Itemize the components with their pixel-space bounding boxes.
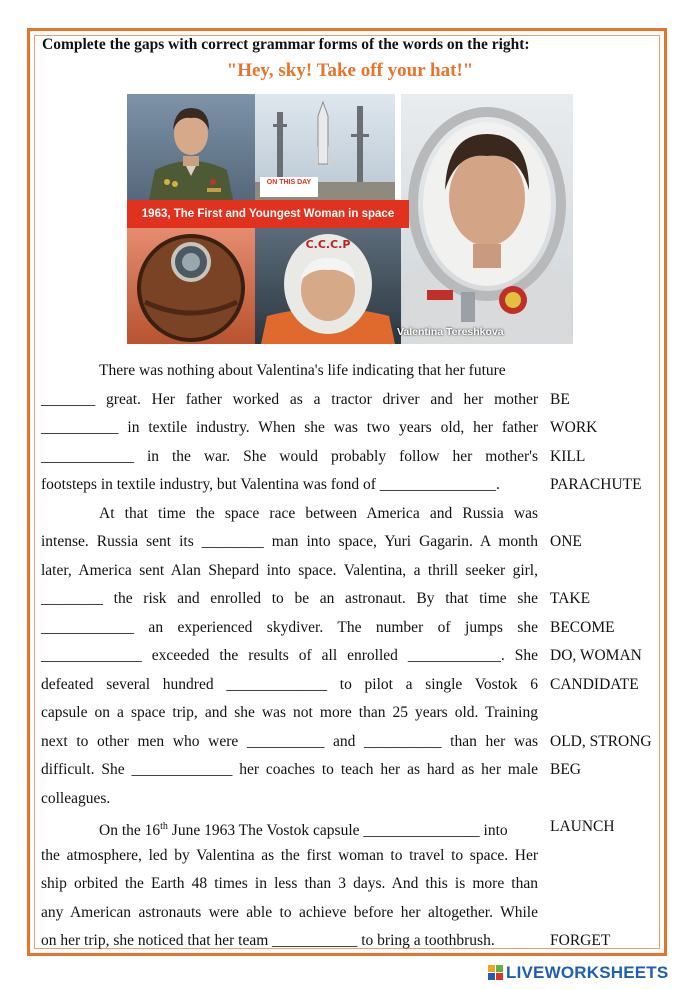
text-line: intense. Russia sent its ________ man into space, Yuri Gagarin. A month xyxy=(41,533,538,550)
text-line: later, America sent Alan Shepard into space. Valentina, a thrill seeker girl, xyxy=(41,562,538,579)
text-line: There was nothing about Valentina's life indicating that her future xyxy=(99,362,506,379)
liveworksheets-logo[interactable] xyxy=(488,963,668,983)
text-line: colleagues. xyxy=(41,790,111,807)
text-line: ____________ an experienced skydiver. The number of jumps she xyxy=(41,619,538,636)
date-suffix: th xyxy=(160,821,168,832)
photo-banner: 1963, The First and Youngest Woman in space xyxy=(127,200,409,228)
word-cue: TAKE xyxy=(550,590,591,607)
photo-uniform-portrait xyxy=(127,94,255,200)
image-collage xyxy=(127,94,573,344)
helmet-portrait-drawing xyxy=(401,94,573,344)
photo-cccp-helmet xyxy=(255,228,401,344)
word-cue: OLD, STRONG xyxy=(550,733,652,750)
text-line: on her trip, she noticed that her team ___________ to bring a toothbrush. xyxy=(41,932,495,949)
text-line: footsteps in textile industry, but Valentina was fond of _______________. xyxy=(41,476,500,493)
text-line: next to other men who were __________ and __________ than her was xyxy=(41,733,538,750)
word-cue: BEG xyxy=(550,761,581,778)
photo-name-caption: Valentina Tereshkova xyxy=(397,326,504,338)
text-line: the atmosphere, led by Valentina as the first woman to travel to space. Her xyxy=(41,847,538,864)
text-line: _______ great. Her father worked as a tractor driver and her mother xyxy=(41,391,538,408)
on-this-day-label: ON THIS DAY xyxy=(260,177,318,197)
date-rest: June 1963 The Vostok capsule _______________ into xyxy=(167,822,508,840)
text-line: At that time the space race between America and Russia was xyxy=(99,505,538,522)
word-cue: DO, WOMAN xyxy=(550,647,642,664)
capsule-drawing xyxy=(127,228,255,344)
liveworksheets-logo-text: LIVEWORKSHEETS xyxy=(506,963,669,982)
photo-helmet-portrait xyxy=(401,94,573,344)
word-cue: WORK xyxy=(550,419,598,436)
text-line: capsule on a space trip, and she was not more than 25 years old. Training xyxy=(41,704,538,721)
word-cue: LAUNCH xyxy=(550,818,615,835)
word-cue: BECOME xyxy=(550,619,615,636)
date-text: On the 16 xyxy=(99,822,161,840)
text-line: _____________ exceeded the results of all enrolled ____________. She xyxy=(41,647,538,664)
text-line: difficult. She _____________ her coaches to teach her as hard as her male xyxy=(41,761,538,778)
text-line: defeated several hundred _____________ to pilot a single Vostok 6 xyxy=(41,676,538,693)
text-line: any American astronauts were able to achieve before her altogether. While xyxy=(41,904,538,921)
text-line-date xyxy=(41,817,596,841)
photo-capsule xyxy=(127,228,255,344)
svg-text:C.C.C.P: C.C.C.P xyxy=(305,238,351,251)
word-cue: FORGET xyxy=(550,932,611,949)
word-cue: BE xyxy=(550,391,570,408)
liveworksheets-logo-icon xyxy=(488,965,504,981)
cccp-helmet-drawing xyxy=(255,228,401,344)
text-line: ship orbited the Earth 48 times in less than 3 days. And this is more than xyxy=(41,875,538,892)
text-line: ________ the risk and enrolled to be an astronaut. By that time she xyxy=(41,590,538,607)
word-cue: KILL xyxy=(550,448,586,465)
word-cue: ONE xyxy=(550,533,582,550)
text-line: __________ in textile industry. When she was two years old, her father xyxy=(41,419,538,436)
word-cue: PARACHUTE xyxy=(550,476,642,493)
uniform-portrait-drawing xyxy=(127,94,255,200)
word-cue: CANDIDATE xyxy=(550,676,639,693)
instruction-text: Complete the gaps with correct grammar forms of the words on the right: xyxy=(42,36,530,53)
worksheet-title: "Hey, sky! Take off your hat!" xyxy=(226,60,474,81)
text-line: ____________ in the war. She would probably follow her mother's xyxy=(41,448,538,465)
